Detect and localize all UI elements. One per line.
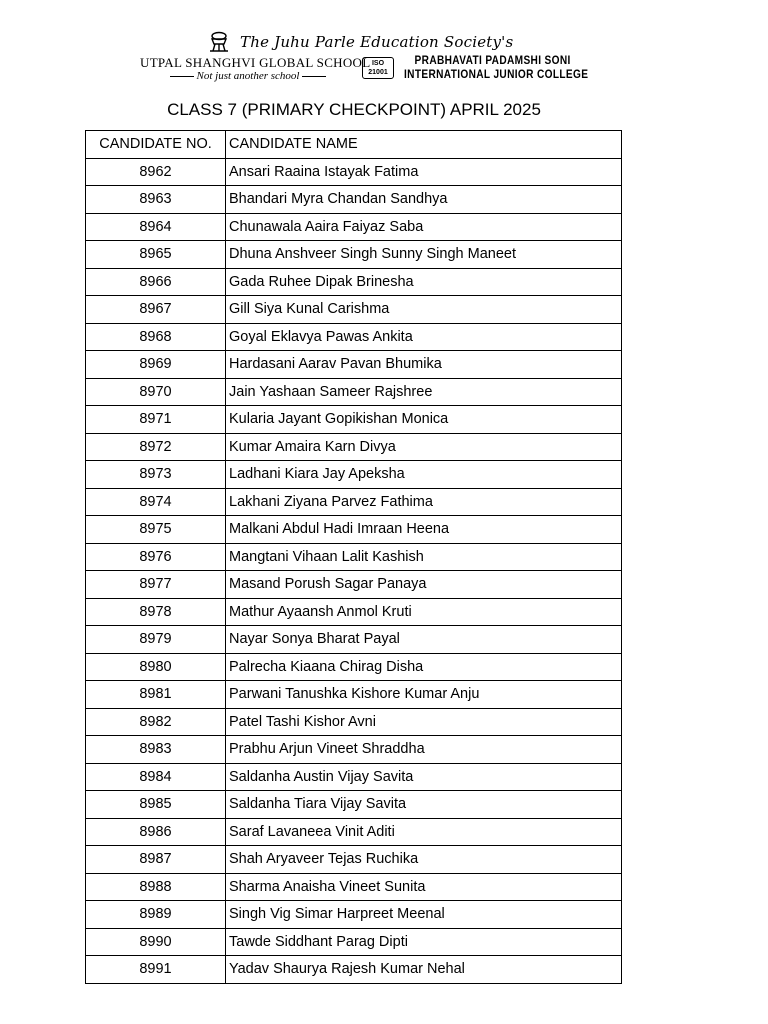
- candidate-name: Saldanha Tiara Vijay Savita: [226, 791, 622, 819]
- candidate-name: Malkani Abdul Hadi Imraan Heena: [226, 516, 622, 544]
- candidate-name: Yadav Shaurya Rajesh Kumar Nehal: [226, 956, 622, 984]
- candidate-name: Sharma Anaisha Vineet Sunita: [226, 873, 622, 901]
- candidate-name: Palrecha Kiaana Chirag Disha: [226, 653, 622, 681]
- school-block: [140, 55, 371, 83]
- table-row: [86, 378, 622, 406]
- iso-label: ISO: [371, 60, 385, 67]
- candidate-no: 8972: [86, 433, 226, 461]
- table-row: [86, 543, 622, 571]
- candidate-no: 8989: [86, 901, 226, 929]
- college-name-line2: INTERNATIONAL JUNIOR COLLEGE: [404, 69, 589, 81]
- table-row: [86, 928, 622, 956]
- candidate-no: 8976: [86, 543, 226, 571]
- table-row: [86, 351, 622, 379]
- candidate-no: 8990: [86, 928, 226, 956]
- candidate-no: 8981: [86, 681, 226, 709]
- candidate-name: Gill Siya Kunal Carishma: [226, 296, 622, 324]
- candidate-name: Tawde Siddhant Parag Dipti: [226, 928, 622, 956]
- candidate-no: 8975: [86, 516, 226, 544]
- candidate-no: 8970: [86, 378, 226, 406]
- candidate-name: Singh Vig Simar Harpreet Meenal: [226, 901, 622, 929]
- table-row: [86, 873, 622, 901]
- candidate-no: 8967: [86, 296, 226, 324]
- candidate-no: 8963: [86, 186, 226, 214]
- candidate-no: 8978: [86, 598, 226, 626]
- school-name: UTPAL SHANGHVI GLOBAL SCHOOL: [140, 55, 371, 70]
- table-row: [86, 406, 622, 434]
- candidate-name: Masand Porush Sagar Panaya: [226, 571, 622, 599]
- candidate-no: 8968: [86, 323, 226, 351]
- candidate-name: Lakhani Ziyana Parvez Fathima: [226, 488, 622, 516]
- candidate-no: 8977: [86, 571, 226, 599]
- table-row: [86, 571, 622, 599]
- candidate-name: Jain Yashaan Sameer Rajshree: [226, 378, 622, 406]
- candidate-name: Goyal Eklavya Pawas Ankita: [226, 323, 622, 351]
- table-row: [86, 681, 622, 709]
- candidate-no: 8985: [86, 791, 226, 819]
- candidate-name: Bhandari Myra Chandan Sandhya: [226, 186, 622, 214]
- table-row: [86, 268, 622, 296]
- iso-badge: [362, 57, 394, 79]
- candidate-no: 8971: [86, 406, 226, 434]
- society-name: The Juhu Parle Education Society's: [240, 33, 514, 51]
- letterhead: [0, 0, 768, 90]
- column-header-candidate-name: CANDIDATE NAME: [226, 131, 622, 159]
- candidate-no: 8988: [86, 873, 226, 901]
- table-row: [86, 846, 622, 874]
- table-row: [86, 736, 622, 764]
- table-row: [86, 296, 622, 324]
- candidate-no: 8991: [86, 956, 226, 984]
- table-row: [86, 708, 622, 736]
- candidate-name: Kumar Amaira Karn Divya: [226, 433, 622, 461]
- document-title: CLASS 7 (PRIMARY CHECKPOINT) APRIL 2025: [167, 100, 541, 119]
- candidate-no: 8974: [86, 488, 226, 516]
- candidate-no: 8984: [86, 763, 226, 791]
- table-row: [86, 818, 622, 846]
- table-row: [86, 433, 622, 461]
- candidate-name: Prabhu Arjun Vineet Shraddha: [226, 736, 622, 764]
- table-row: [86, 516, 622, 544]
- candidate-name: Saraf Lavaneea Vinit Aditi: [226, 818, 622, 846]
- table-header-row: [86, 131, 622, 159]
- candidate-no: 8983: [86, 736, 226, 764]
- candidate-no: 8973: [86, 461, 226, 489]
- candidate-no: 8969: [86, 351, 226, 379]
- college-name-line1: PRABHAVATI PADAMSHI SONI: [414, 55, 571, 67]
- column-header-candidate-no: CANDIDATE NO.: [86, 131, 226, 159]
- emblem-icon: [206, 31, 232, 53]
- table-row: [86, 901, 622, 929]
- candidate-no: 8980: [86, 653, 226, 681]
- candidate-name: Shah Aryaveer Tejas Ruchika: [226, 846, 622, 874]
- candidate-name: Dhuna Anshveer Singh Sunny Singh Maneet: [226, 241, 622, 269]
- candidate-name: Gada Ruhee Dipak Brinesha: [226, 268, 622, 296]
- college-block: [404, 54, 588, 82]
- table-row: [86, 213, 622, 241]
- candidate-no: 8966: [86, 268, 226, 296]
- tagline-rule-right: [302, 76, 326, 77]
- school-tagline: [140, 70, 356, 83]
- table-row: [86, 241, 622, 269]
- table-row: [86, 763, 622, 791]
- society-line: [206, 30, 513, 54]
- candidate-name: Patel Tashi Kishor Avni: [226, 708, 622, 736]
- table-row: [86, 956, 622, 984]
- candidate-name: Ladhani Kiara Jay Apeksha: [226, 461, 622, 489]
- candidate-name: Mathur Ayaansh Anmol Kruti: [226, 598, 622, 626]
- table-row: [86, 158, 622, 186]
- candidate-name: Nayar Sonya Bharat Payal: [226, 626, 622, 654]
- candidate-no: 8986: [86, 818, 226, 846]
- candidate-table: [85, 130, 622, 984]
- candidate-no: 8982: [86, 708, 226, 736]
- candidate-no: 8964: [86, 213, 226, 241]
- tagline-text: Not just another school: [196, 70, 300, 82]
- candidate-no: 8979: [86, 626, 226, 654]
- table-row: [86, 186, 622, 214]
- table-row: [86, 461, 622, 489]
- table-row: [86, 653, 622, 681]
- candidate-no: 8965: [86, 241, 226, 269]
- candidate-name: Saldanha Austin Vijay Savita: [226, 763, 622, 791]
- iso-number: 21001: [368, 69, 388, 76]
- candidate-name: Kularia Jayant Gopikishan Monica: [226, 406, 622, 434]
- table-row: [86, 323, 622, 351]
- candidate-no: 8987: [86, 846, 226, 874]
- table-row: [86, 791, 622, 819]
- candidate-name: Parwani Tanushka Kishore Kumar Anju: [226, 681, 622, 709]
- candidate-name: Ansari Raaina Istayak Fatima: [226, 158, 622, 186]
- table-row: [86, 488, 622, 516]
- candidate-name: Hardasani Aarav Pavan Bhumika: [226, 351, 622, 379]
- candidate-name: Chunawala Aaira Faiyaz Saba: [226, 213, 622, 241]
- tagline-rule-left: [170, 76, 194, 77]
- table-row: [86, 598, 622, 626]
- table-row: [86, 626, 622, 654]
- candidate-name: Mangtani Vihaan Lalit Kashish: [226, 543, 622, 571]
- candidate-no: 8962: [86, 158, 226, 186]
